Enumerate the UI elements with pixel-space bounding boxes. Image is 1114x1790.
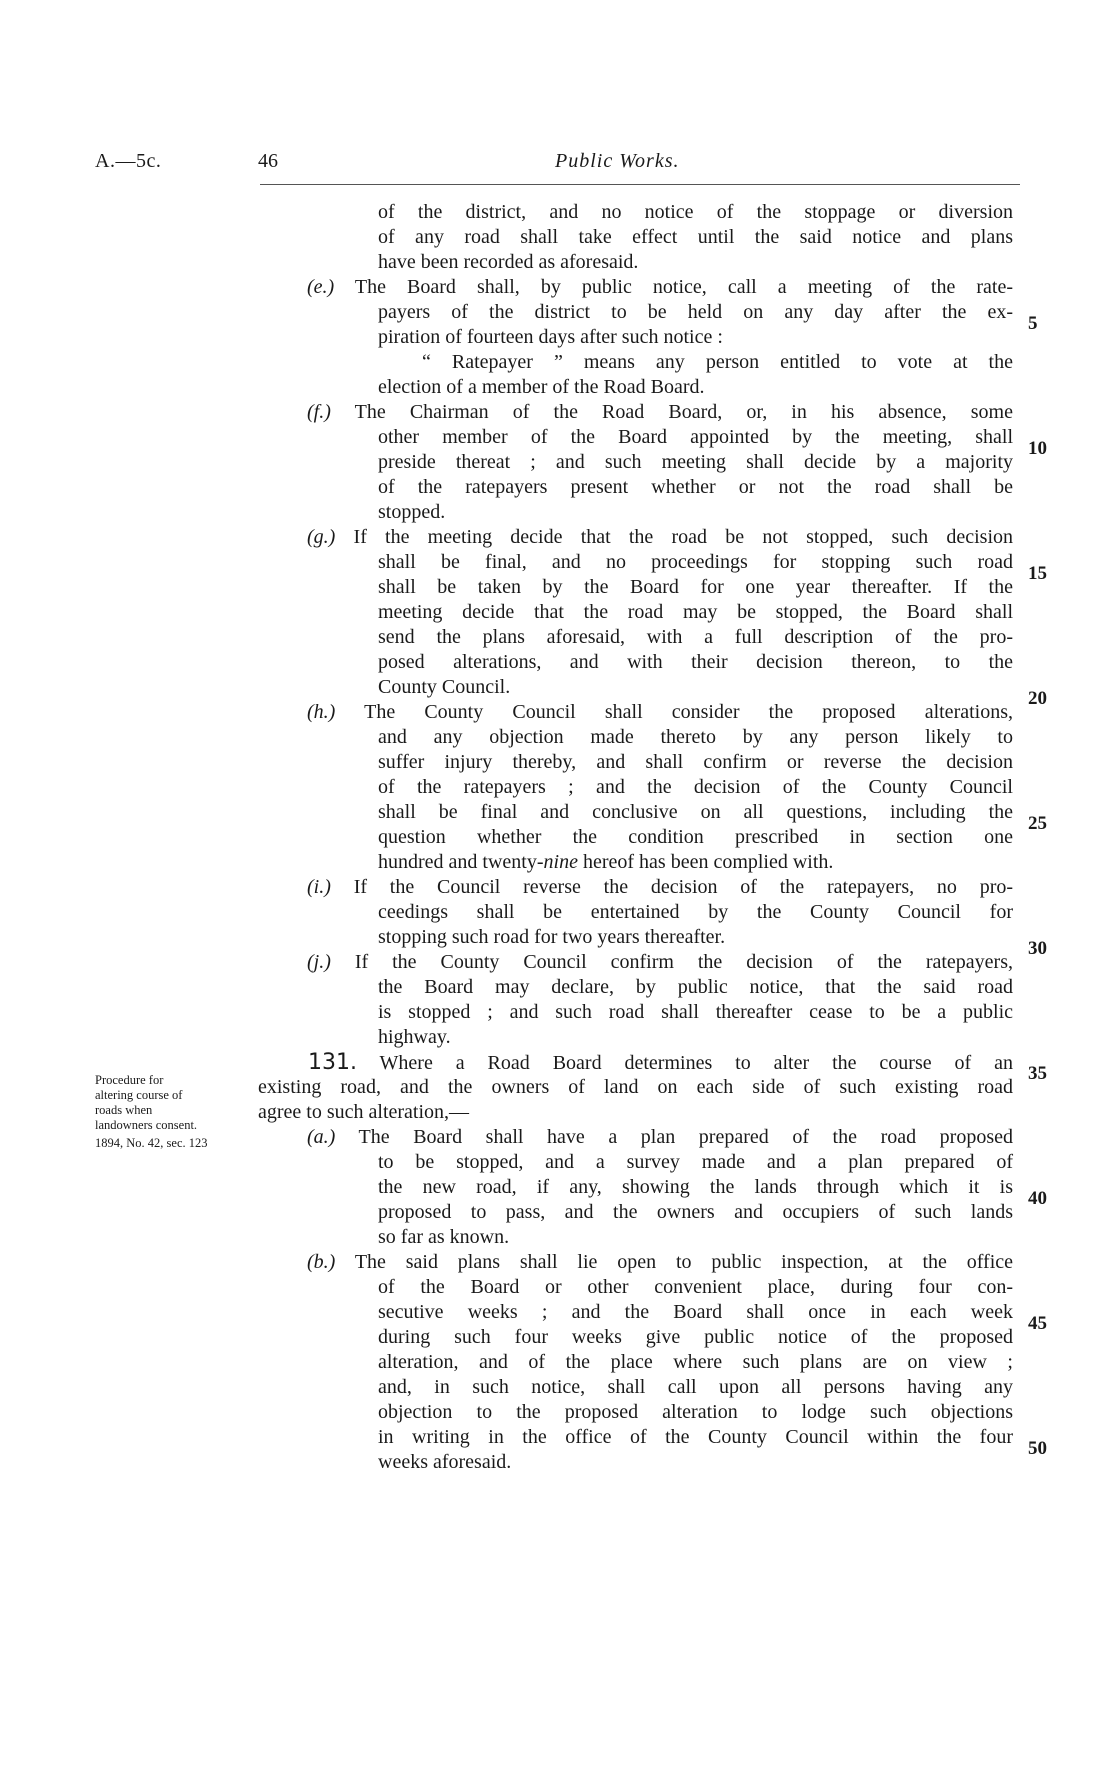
body-line: meeting decide that the road may be stopped, the Board shall [378,601,1013,623]
clause-label: (a.) [307,1126,336,1148]
body-line: ceedings shall be entertained by the County Council for [378,901,1013,923]
body-line: have been recorded as aforesaid. [378,251,639,273]
body-line: question whether the condition prescribed in section one [378,826,1013,848]
clause-label: (i.) [307,876,331,898]
body-line: weeks aforesaid. [378,1451,512,1473]
body-line: highway. [378,1026,451,1048]
line-number: 20 [1028,688,1047,709]
clause-g-line: (g.) If the meeting decide that the road be not stopped, such decision [307,526,1013,548]
body-line: of any road shall take effect until the said notice and plans [378,226,1013,248]
body-line: preside thereat ; and such meeting shall decide by a majority [378,451,1013,473]
body-line: and any objection made thereto by any person likely to [378,726,1013,748]
body-line: shall be final, and no proceedings for stopping such road [378,551,1013,573]
clause-f-line: (f.) The Chairman of the Road Board, or, in his absence, some [307,401,1013,423]
page-number: 46 [258,150,278,172]
line-number: 15 [1028,563,1047,584]
page-title: Public Works. [555,150,680,172]
body-line: of the district, and no notice of the stoppage or diversion [378,201,1013,223]
body-line: County Council. [378,676,511,698]
clause-label: (j.) [307,951,331,973]
clause-e-line: (e.) The Board shall, by public notice, call a meeting of the rate- [307,276,1014,298]
body-line: piration of fourteen days after such notice : [378,326,723,348]
body-line: payers of the district to be held on any day after the ex- [378,301,1013,323]
line-number: 45 [1028,1313,1047,1334]
clause-label: (g.) [307,526,336,548]
body-line: of the Board or other convenient place, during four con- [378,1276,1013,1298]
body-line: alteration, and of the place where such plans are on view ; [378,1351,1013,1373]
line-number: 40 [1028,1188,1047,1209]
document-series: A.—5c. [95,150,162,172]
header-rule [260,184,1020,185]
body-line: secutive weeks ; and the Board shall once in each week [378,1301,1013,1323]
clause-label: (f.) [307,401,331,423]
clause-131b-line: (b.) The said plans shall lie open to public inspection, at the office [307,1251,1014,1273]
margin-note-line: Procedure for [95,1073,164,1087]
body-line: shall be taken by the Board for one year thereafter. If the [378,576,1013,598]
line-number: 10 [1028,438,1047,459]
body-line: election of a member of the Road Board. [378,376,705,398]
body-line: of the ratepayers present whether or not the road shall be [378,476,1013,498]
body-line: posed alterations, and with their decision thereon, to the [378,651,1013,673]
body-line: during such four weeks give public notice of the proposed [378,1326,1013,1348]
clause-label: (b.) [307,1251,336,1273]
line-number: 50 [1028,1438,1047,1459]
clause-j-line: (j.) If the County Council confirm the decision of the ratepayers, [307,951,1014,973]
clause-label: (e.) [307,276,335,298]
line-number: 5 [1028,313,1038,334]
body-line: to be stopped, and a survey made and a plan prepared of [378,1151,1013,1173]
body-line: hundred and twenty-nine hereof has been complied with. [378,851,834,873]
section-number: 131. [308,1050,357,1075]
margin-citation: 1894, No. 42, sec. 123 [95,1136,208,1150]
body-line: existing road, and the owners of land on each side of such existing road [258,1076,1013,1098]
line-number: 35 [1028,1063,1047,1084]
body-line: proposed to pass, and the owners and occupiers of such lands [378,1201,1013,1223]
clause-h-line: (h.) The County Council shall consider the proposed alterations, [307,701,1013,723]
body-line: so far as known. [378,1226,510,1248]
body-line: is stopped ; and such road shall thereafter cease to be a public [378,1001,1013,1023]
clause-131a-line: (a.) The Board shall have a plan prepared of the road proposed [307,1126,1013,1148]
section-131-heading-line: 131. Where a Road Board determines to alter the course of an [308,1050,1013,1075]
body-line: stopped. [378,501,446,523]
clause-label: (h.) [307,701,336,723]
body-line: of the ratepayers ; and the decision of the County Council [378,776,1013,798]
body-line: stopping such road for two years thereafter. [378,926,726,948]
body-line: shall be final and conclusive on all questions, including the [378,801,1013,823]
margin-note-line: landowners consent. [95,1118,198,1132]
line-number: 30 [1028,938,1047,959]
definition-line: “ Ratepayer ” means any person entitled to vote at the [422,351,1013,373]
line-number: 25 [1028,813,1047,834]
body-line: suffer injury thereby, and shall confirm or reverse the decision [378,751,1013,773]
body-line: send the plans aforesaid, with a full description of the pro- [378,626,1013,648]
margin-note-line: roads when [95,1103,153,1117]
body-line: agree to such alteration,— [258,1101,470,1123]
body-line: the new road, if any, showing the lands through which it is [378,1176,1013,1198]
body-line: objection to the proposed alteration to lodge such objections [378,1401,1013,1423]
margin-note-line: altering course of [95,1088,183,1102]
clause-i-line: (i.) If the Council reverse the decision of the ratepayers, no pro- [307,876,1014,898]
body-line: in writing in the office of the County Council within the four [378,1426,1013,1448]
body-line: other member of the Board appointed by the meeting, shall [378,426,1013,448]
body-line: and, in such notice, shall call upon all persons having any [378,1376,1013,1398]
body-line: the Board may declare, by public notice, that the said road [378,976,1013,998]
